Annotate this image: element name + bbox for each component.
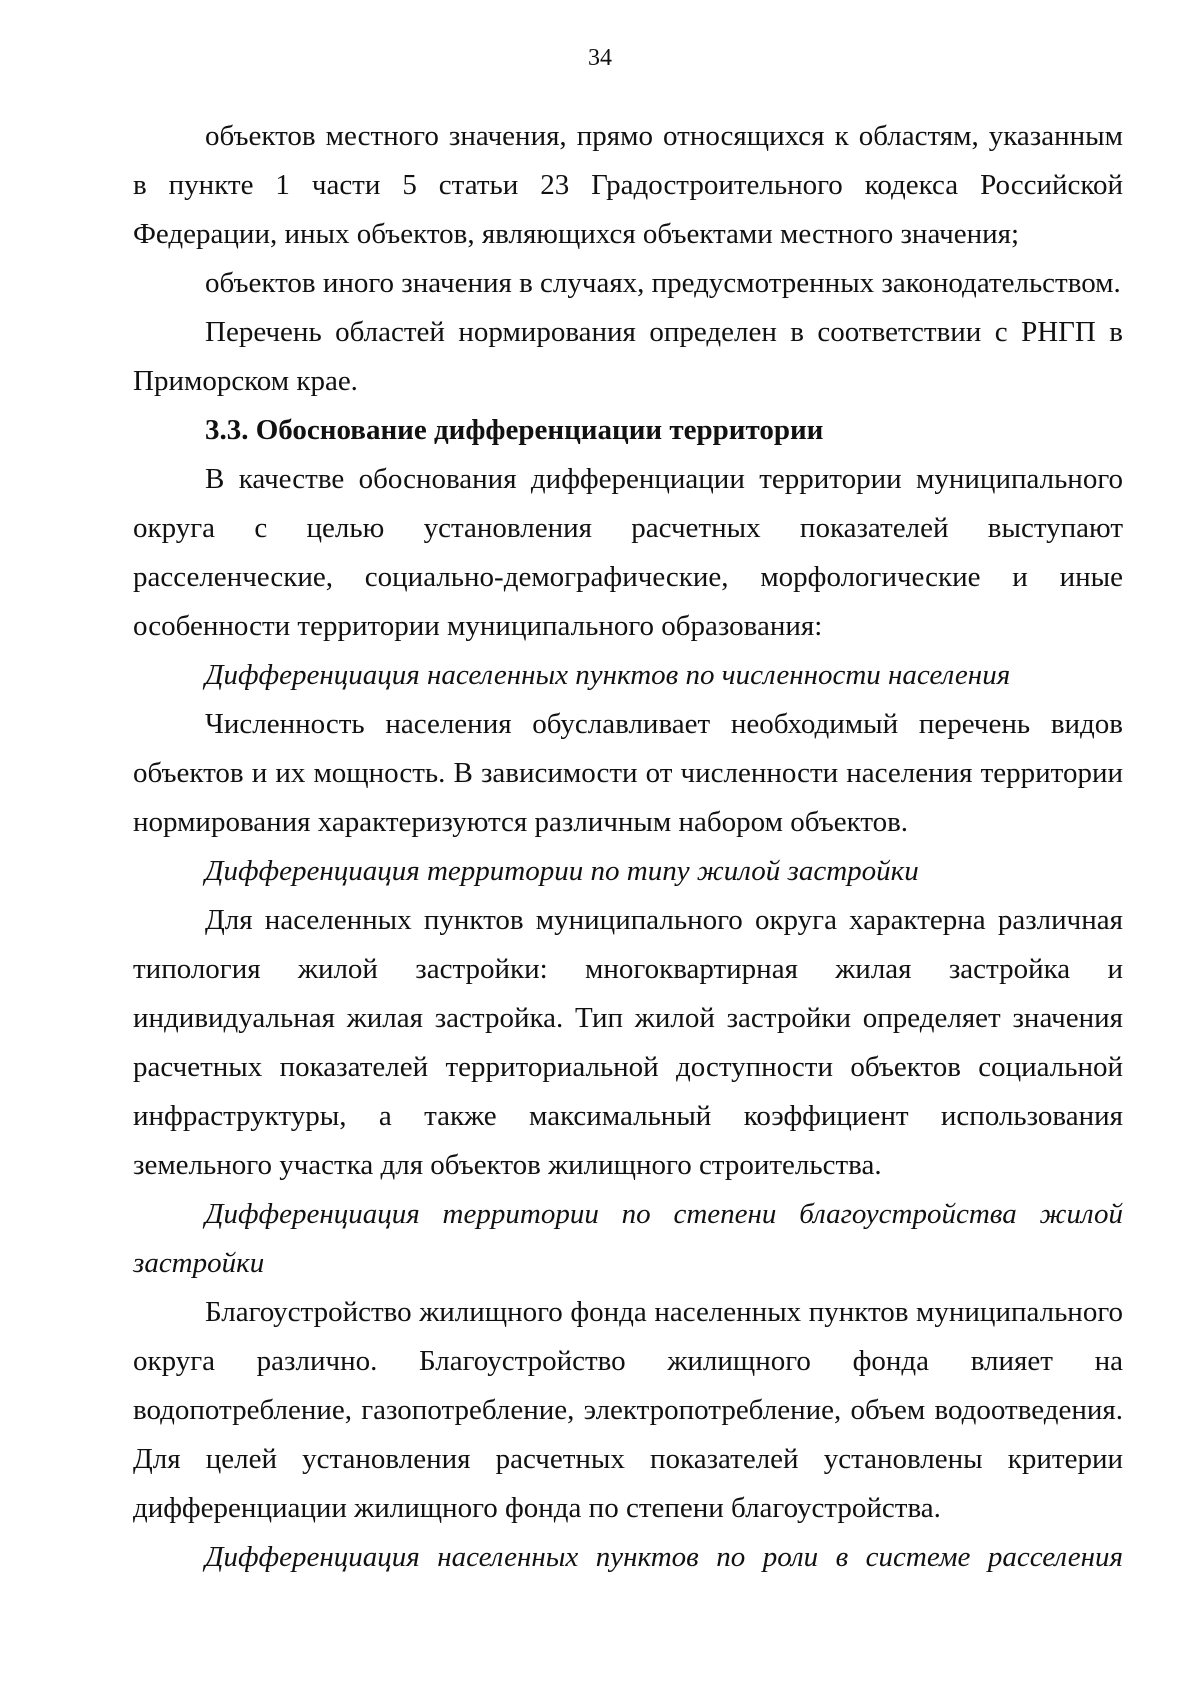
paragraph: Численность населения обуславливает необходимый перечень видов объектов и их мощность. В зависимости от численности населения территории нормирования характеризуются различным набором объектов. [133, 708, 1123, 838]
paragraph: Благоустройство жилищного фонда населенных пунктов муниципального округа различно. Благоустройство жилищного фонда влияет на водопотребление, газопотребление, электропотребление, объем водоотведения. Для целей установления расчетных показателей установлены критерии дифференциации жилищного фонда по степени благоустройства. [133, 1296, 1123, 1524]
subheading-italic: Дифференциация населенных пунктов по численности населения [205, 659, 1011, 691]
section-heading: 3.3. Обоснование дифференциации территории [205, 414, 824, 446]
document-body [133, 112, 1123, 1582]
paragraph: Перечень областей нормирования определен в соответствии с РНГП в Приморском крае. [133, 316, 1123, 397]
subheading-italic: Дифференциация территории по типу жилой застройки [205, 855, 919, 887]
paragraph: объектов иного значения в случаях, предусмотренных законодательством. [205, 267, 1121, 299]
paragraph-continuation: объектов местного значения, прямо относящихся к областям, указанным в пункте 1 части 5 статьи 23 Градостроительного кодекса Российской Федерации, иных объектов, являющихся объектами местного значения; [133, 120, 1123, 250]
page-number: 34 [588, 45, 612, 71]
paragraph: Для населенных пунктов муниципального округа характерна различная типология жилой застройки: многоквартирная жилая застройка и индивидуальная жилая застройка. Тип жилой застройки определяет значения расчетных показателей территориальной доступности объектов социальной инфраструктуры, а также максимальный коэффициент использования земельного участка для объектов жилищного строительства. [133, 904, 1123, 1181]
subheading-italic: Дифференциация населенных пунктов по роли в системе расселения [205, 1541, 1123, 1573]
paragraph: В качестве обоснования дифференциации территории муниципального округа с целью установления расчетных показателей выступают расселенческие, социально-демографические, морфологические и иные особенности территории муниципального образования: [133, 463, 1123, 642]
subheading-italic: Дифференциация территории по степени благоустройства жилой застройки [133, 1198, 1123, 1279]
